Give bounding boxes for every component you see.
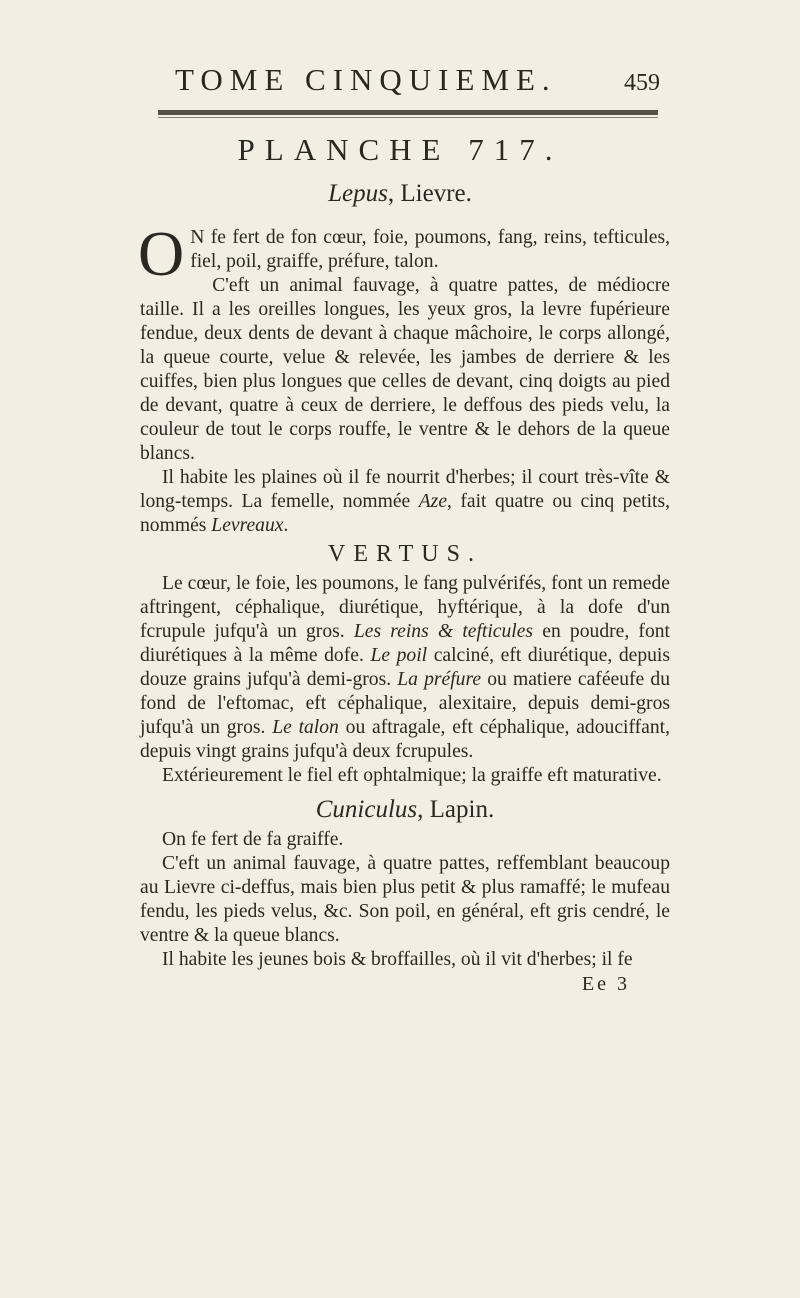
vertus-external: Extérieurement le fiel eft ophtalmique; la graiffe eft maturative. [162, 765, 662, 786]
lepus-latin-name: Lepus [328, 180, 388, 207]
lepus-habitat-text-b: , fait quatre ou cinq petits, nommés [140, 491, 670, 536]
vertus-italic-reins: Les reins & tefticules [353, 621, 534, 642]
vertus-text-e: ou aftragale, eft céphalique, adouciffant, depuis vingt grains jufqu'à deux fcrupules. [140, 717, 670, 762]
cuniculus-latin-name: Cuniculus [315, 796, 418, 823]
header-rule-thin [158, 117, 658, 118]
lepus-habitat-text-c: . [283, 515, 289, 536]
running-head [0, 62, 800, 102]
lepus-habitat-text-a: Il habite les plaines où il fe nourrit d'herbes; il court très-vîte & long-temps. La femelle, nommée [140, 467, 670, 512]
cuniculus-french-name: , Lapin. [417, 796, 495, 823]
lepus-heading [0, 180, 800, 208]
vertus-text-d: ou matiere caféeufe du fond de l'eftomac, eft céphalique, alexitaire, depuis demi-gros jufqu'à un gros. [140, 669, 670, 738]
vertus-text-b: en poudre, font diurétiques à la même dofe. [140, 621, 670, 666]
lepus-young-name: Levreaux [211, 515, 284, 536]
signature-mark: Ee 3 [581, 973, 630, 995]
lepus-intro [138, 218, 670, 289]
lepus-habitat [140, 466, 670, 538]
running-title: TOME CINQUIEME. [175, 62, 557, 97]
drop-cap: O [138, 218, 185, 289]
lepus-female-name: Aze [418, 491, 448, 512]
lepus-section [138, 218, 670, 996]
vertus-text-a: Le cœur, le foie, les poumons, le fang pulvérifés, font un remede aftringent, céphalique, diurétique, hyftérique, à la dofe d'un fcrupule jufqu'à un gros. [140, 573, 670, 642]
lepus-french-name: , Lievre. [387, 180, 472, 207]
vertus-heading: VERTUS. [328, 541, 482, 567]
vertus-text-c: calciné, eft diurétique, depuis douze grains jufqu'à demi-gros. [140, 645, 670, 690]
page-number: 459 [624, 70, 660, 96]
lepus-description: C'eft un animal fauvage, à quatre pattes, de médiocre taille. Il a les oreilles longues, les yeux gros, la levre fupérieure fendue, deux dents de devant à chaque mâchoire, le corps allongé, la queue courte, velue & relevée, les jambes de derriere & les cuiffes, bien plus longues que celles de devant, cinq doigts au pied de devant, quatre à ceux de derriere, le deffous des pieds velu, la couleur de tout le corps rouffe, le ventre & le dehors de la queue blancs. [140, 275, 670, 464]
lepus-intro-text: N fe fert de fon cœur, foie, poumons, fang, reins, tefticules, fiel, poil, graiffe, préfure, talon. [190, 227, 670, 272]
cuniculus-heading [140, 798, 670, 822]
cuniculus-description: C'eft un animal fauvage, à quatre pattes, reffemblant beaucoup au Lievre ci-deffus, mais bien plus petit & plus ramaffé; le mufeau fendu, les pieds velus, &c. Son poil, en général, eft gris cendré, le ventre & la queue blancs. [140, 853, 670, 946]
cuniculus-habitat: Il habite les jeunes bois & broffailles, où il vit d'herbes; il fe [162, 949, 633, 970]
plate-title: PLANCHE 717. [237, 132, 563, 167]
vertus-italic-talon: Le talon [272, 717, 339, 738]
vertus-italic-presure: La préfure [397, 669, 482, 690]
cuniculus-use: On fe fert de fa graiffe. [162, 829, 344, 850]
vertus-paragraph [140, 572, 670, 764]
header-rule [158, 110, 658, 115]
vertus-italic-poil: Le poil [370, 645, 428, 666]
